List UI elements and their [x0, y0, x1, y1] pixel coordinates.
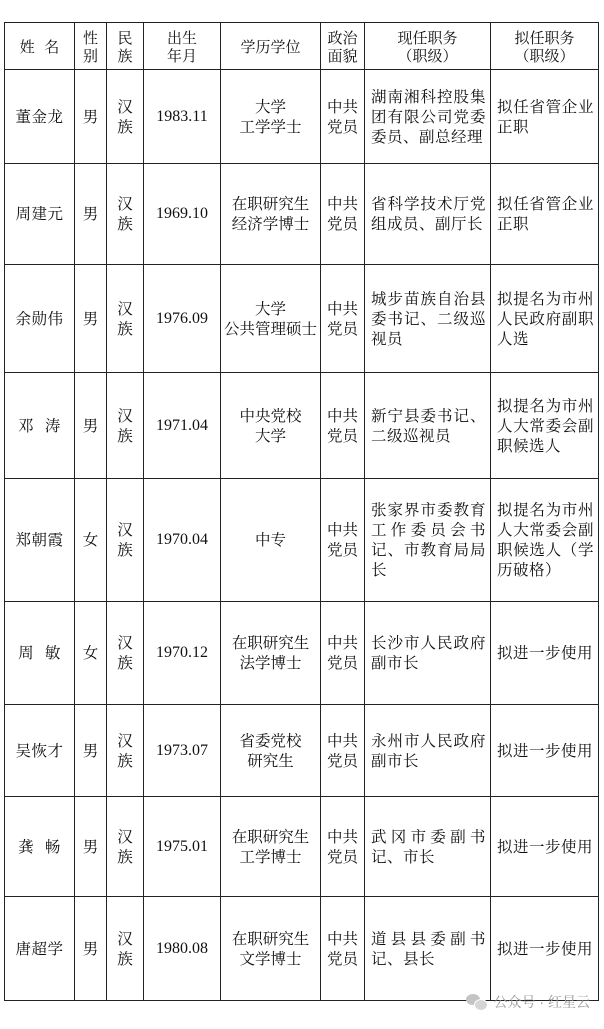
cell-political: 中共 党员 [321, 70, 365, 164]
cell-current-post: 城步苗族自治县委书记、二级巡视员 [365, 265, 491, 373]
cell-name: 周建元 [5, 164, 75, 265]
cell-name: 郑朝霞 [5, 479, 75, 602]
watermark [466, 990, 590, 1014]
cell-education: 在职研究生 文学博士 [221, 897, 321, 1001]
cell-gender: 男 [75, 70, 107, 164]
cell-birth: 1970.12 [144, 602, 221, 705]
cell-political: 中共 党员 [321, 479, 365, 602]
cell-political: 中共 党员 [321, 897, 365, 1001]
cell-birth: 1980.08 [144, 897, 221, 1001]
cell-political: 中共 党员 [321, 265, 365, 373]
cell-current-post: 永州市人民政府副市长 [365, 705, 491, 797]
cell-proposed-post: 拟进一步使用 [491, 602, 599, 705]
cell-birth: 1971.04 [144, 373, 221, 479]
cell-name: 余勋伟 [5, 265, 75, 373]
cell-gender: 男 [75, 705, 107, 797]
cell-political: 中共 党员 [321, 797, 365, 897]
cell-proposed-post: 拟进一步使用 [491, 797, 599, 897]
cell-education: 中央党校 大学 [221, 373, 321, 479]
cell-political: 中共 党员 [321, 373, 365, 479]
cell-education: 省委党校 研究生 [221, 705, 321, 797]
cell-proposed-post: 拟进一步使用 [491, 705, 599, 797]
table-row [5, 479, 599, 602]
cell-current-post: 湖南湘科控股集团有限公司党委委员、副总经理 [365, 70, 491, 164]
cell-name: 董金龙 [5, 70, 75, 164]
header-row [5, 23, 599, 70]
table-row [5, 164, 599, 265]
table-row [5, 897, 599, 1001]
cell-proposed-post: 拟提名为市州人大常委会副职候选人 [491, 373, 599, 479]
cell-birth: 1983.11 [144, 70, 221, 164]
cell-birth: 1973.07 [144, 705, 221, 797]
cell-birth: 1969.10 [144, 164, 221, 265]
cell-name: 吴恢才 [5, 705, 75, 797]
table-body [5, 70, 599, 1001]
header-gender: 性 别 [75, 23, 107, 70]
cell-proposed-post: 拟提名为市州人民政府副职人选 [491, 265, 599, 373]
cell-ethnicity: 汉 族 [107, 479, 144, 602]
watermark-text: 公众号 · 红星云 [493, 994, 590, 1010]
cell-ethnicity: 汉 族 [107, 373, 144, 479]
cell-name: 龚 畅 [5, 797, 75, 897]
cell-current-post: 武冈市委副书记、市长 [365, 797, 491, 897]
cell-ethnicity: 汉 族 [107, 164, 144, 265]
cell-ethnicity: 汉 族 [107, 265, 144, 373]
cell-birth: 1975.01 [144, 797, 221, 897]
cell-ethnicity: 汉 族 [107, 602, 144, 705]
cell-birth: 1976.09 [144, 265, 221, 373]
cell-political: 中共 党员 [321, 602, 365, 705]
header-ethnicity: 民 族 [107, 23, 144, 70]
header-birth: 出生 年月 [144, 23, 221, 70]
cell-proposed-post: 拟提名为市州人大常委会副职候选人（学历破格） [491, 479, 599, 602]
cell-current-post: 长沙市人民政府副市长 [365, 602, 491, 705]
cell-gender: 男 [75, 265, 107, 373]
table-row [5, 70, 599, 164]
cell-ethnicity: 汉 族 [107, 705, 144, 797]
cell-current-post: 张家界市委教育工作委员会书记、市教育局局长 [365, 479, 491, 602]
cell-education: 在职研究生 经济学博士 [221, 164, 321, 265]
cell-political: 中共 党员 [321, 164, 365, 265]
cell-education: 中专 [221, 479, 321, 602]
cell-proposed-post: 拟任省管企业正职 [491, 164, 599, 265]
cell-education: 在职研究生 法学博士 [221, 602, 321, 705]
cell-gender: 男 [75, 373, 107, 479]
cell-birth: 1970.04 [144, 479, 221, 602]
cell-gender: 女 [75, 479, 107, 602]
cell-ethnicity: 汉 族 [107, 797, 144, 897]
table-row [5, 373, 599, 479]
table-row [5, 265, 599, 373]
table-row [5, 602, 599, 705]
cell-education: 大学 工学学士 [221, 70, 321, 164]
cell-current-post: 省科学技术厅党组成员、副厅长 [365, 164, 491, 265]
cell-gender: 男 [75, 897, 107, 1001]
cell-current-post: 道县县委副书记、县长 [365, 897, 491, 1001]
header-current-post: 现任职务 （职级） [365, 23, 491, 70]
candidate-table-container [4, 22, 598, 1001]
cell-gender: 男 [75, 164, 107, 265]
cell-name: 唐超学 [5, 897, 75, 1001]
cell-proposed-post: 拟任省管企业正职 [491, 70, 599, 164]
cell-ethnicity: 汉 族 [107, 70, 144, 164]
wechat-icon [466, 993, 488, 1011]
cell-name: 邓 涛 [5, 373, 75, 479]
cell-education: 在职研究生 工学博士 [221, 797, 321, 897]
candidate-table [4, 22, 599, 1001]
cell-name: 周 敏 [5, 602, 75, 705]
cell-political: 中共 党员 [321, 705, 365, 797]
cell-gender: 男 [75, 797, 107, 897]
cell-current-post: 新宁县委书记、二级巡视员 [365, 373, 491, 479]
cell-proposed-post: 拟进一步使用 [491, 897, 599, 1001]
cell-education: 大学 公共管理硕士 [221, 265, 321, 373]
header-proposed-post: 拟任职务 （职级） [491, 23, 599, 70]
table-row [5, 797, 599, 897]
header-political: 政治 面貌 [321, 23, 365, 70]
header-name: 姓 名 [5, 23, 75, 70]
cell-gender: 女 [75, 602, 107, 705]
table-row [5, 705, 599, 797]
header-education: 学历学位 [221, 23, 321, 70]
cell-ethnicity: 汉 族 [107, 897, 144, 1001]
